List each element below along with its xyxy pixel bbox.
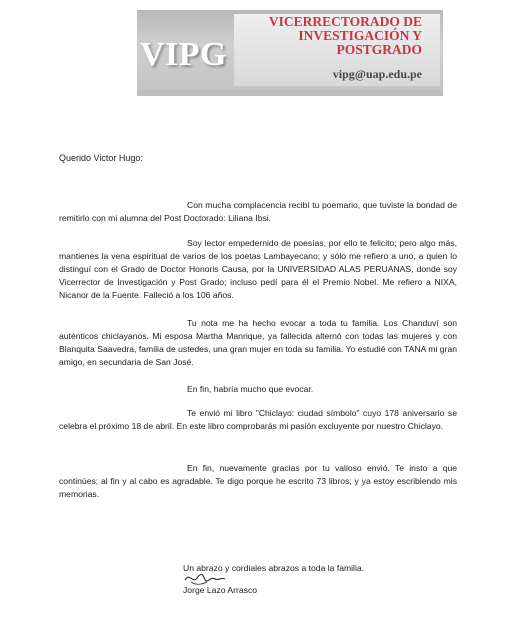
letterhead-title-line-1: VICERRECTORADO DE bbox=[268, 14, 422, 29]
paragraph-2: Soy lector empedernido de poesías, por ello te felicito; pero algo más, mantienes la vena espiritual de varios de los poetas Lambayecano; y sólo me refiero a uno, a quien lo distinguí con el Grado de Doctor Honoris Causa, por la UNIVERSIDAD ALAS PERUANAS, donde soy Vicerrector de Investigación y Post Grado; incluso pedí para él el Premio Nobel. Me refiero a NIXA, Nicanor de la Fuente. Falleció a los 106 años. bbox=[59, 238, 457, 300]
paragraph-4: En fin, habría mucho que evocar. bbox=[187, 384, 314, 394]
letterhead-email: vipg@uap.edu.pe bbox=[332, 67, 422, 81]
paragraph-6: En fin, nuevamente gracias por tu valioso envió. Te insto a que continúes; al fin y al cabo es agradable. Te digo porque he escrito 73 libros; y ya estoy escribiendo mis memorias. bbox=[59, 463, 457, 499]
signer-name: Jorge Lazo Arrasco bbox=[183, 585, 258, 595]
paragraph-3: Tu nota me ha hecho evocar a toda tu familia. Los Chanduví son auténticos chiclayanos. Mi esposa Martha Manrique, ya fallecida alternó con todas las mujeres y con Blanquita Saavedra, familia de ustedes, una gran mujer en toda su familia. Yo estudié con TANA mi gran amigo, en secundaria de San José. bbox=[59, 318, 457, 367]
vipg-logo: VIPG bbox=[140, 36, 227, 73]
paragraph-1: Con mucha complacencia recibí tu poemario, que tuviste la bondad de remitirlo con mi alumna del Post Doctorado: Liliana Ibsi. bbox=[59, 200, 457, 223]
paragraph-5: Te envió mi libro "Chiclayo: ciudad símbolo" cuyo 178 aniversario se celebra el próximo 18 de abril. En este libro comprobarás mi pasión excluyente por nuestro Chiclayo. bbox=[59, 408, 457, 431]
letterhead-title-line-3: POSTGRADO bbox=[336, 42, 422, 57]
salutation: Querido Victor Hugo: bbox=[59, 153, 143, 163]
closing-line: Un abrazo y cordiales abrazos a toda la familia. bbox=[183, 563, 365, 573]
letterhead-title-line-2: INVESTIGACIÓN Y bbox=[298, 28, 422, 43]
